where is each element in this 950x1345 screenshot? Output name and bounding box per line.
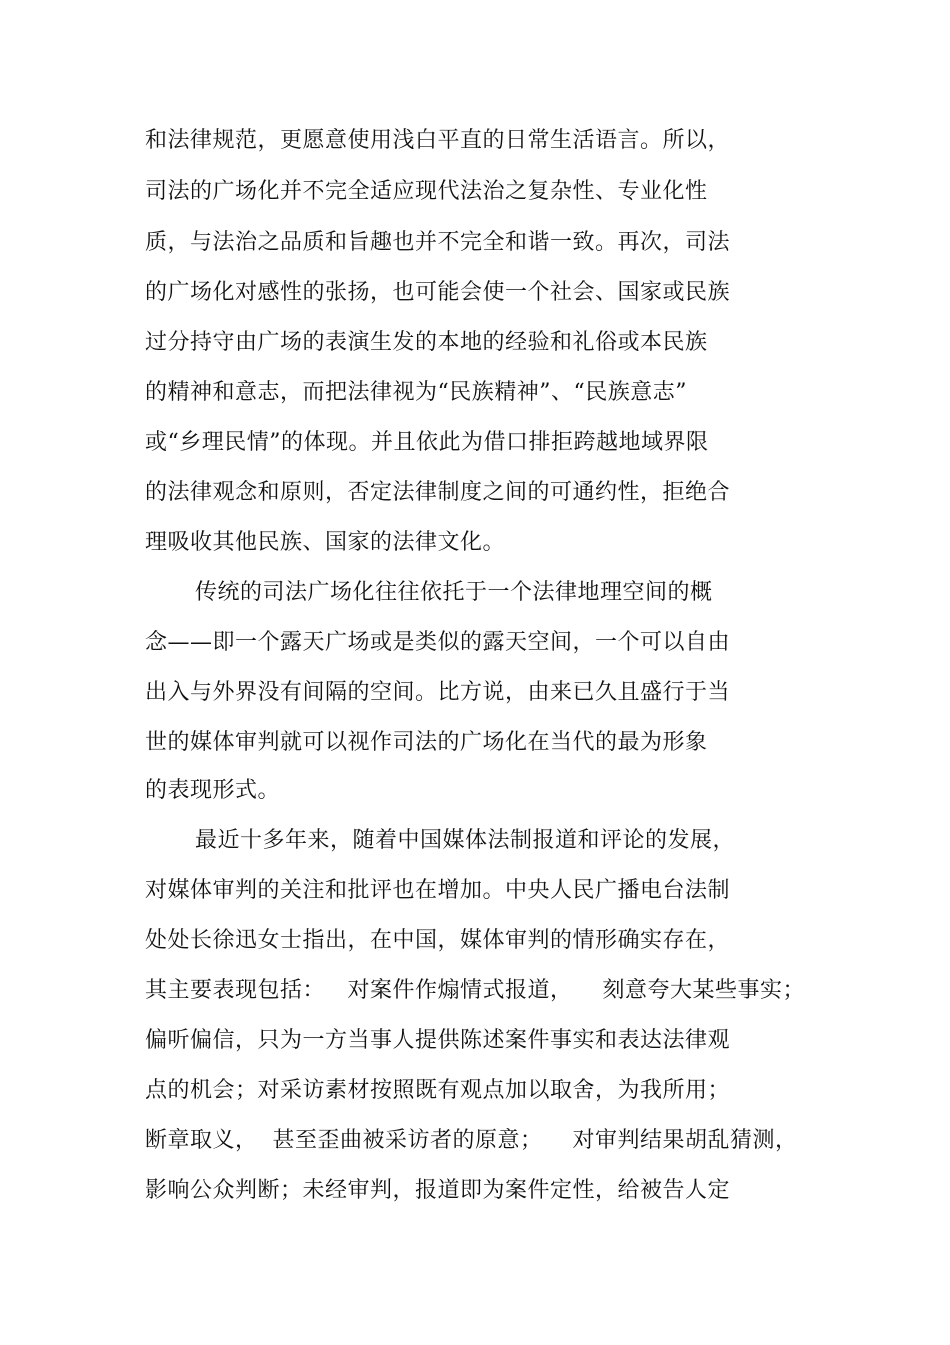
text-line: 的广场化对感性的张扬，也可能会使一个社会、国家或民族 [145, 280, 731, 305]
text-line: 点的机会；对采访素材按照既有观点加以取舍，为我所用； [145, 1078, 731, 1103]
text-line: 出入与外界没有间隔的空间。比方说，由来已久且盛行于当 [145, 680, 731, 705]
text-line: 或“乡理民情”的体现。并且依此为借口排拒跨越地域界限 [145, 430, 709, 455]
text-line: 偏听偏信，只为一方当事人提供陈述案件事实和表达法律观 [145, 1028, 731, 1053]
text-line: 对媒体审判的关注和批评也在增加。中央人民广播电台法制 [145, 878, 731, 903]
text-line: 其主要表现包括： 对案件作煽情式报道， 刻意夸大某些事实； [145, 978, 805, 1003]
text-line: 的精神和意志，而把法律视为“民族精神”、“民族意志” [145, 380, 687, 405]
text-line: 和法律规范，更愿意使用浅白平直的日常生活语言。所以， [145, 128, 731, 153]
text-line: 司法的广场化并不完全适应现代法治之复杂性、专业化性 [145, 179, 708, 204]
text-line: 影响公众判断；未经审判，报道即为案件定性，给被告人定 [145, 1178, 731, 1203]
text-line: 念——即一个露天广场或是类似的露天空间，一个可以自由 [145, 630, 731, 655]
text-line: 质，与法治之品质和旨趣也并不完全和谐一致。再次，司法 [145, 230, 731, 255]
text-line: 处处长徐迅女士指出，在中国，媒体审判的情形确实存在， [145, 928, 731, 953]
text-line: 的表现形式。 [145, 778, 281, 803]
text-line: 断章取义， 甚至歪曲被采访者的原意； 对审判结果胡乱猜测， [145, 1128, 798, 1153]
paragraph-start-line: 最近十多年来，随着中国媒体法制报道和评论的发展， [195, 828, 736, 853]
text-line: 过分持守由广场的表演生发的本地的经验和礼俗或本民族 [145, 330, 708, 355]
text-line: 的法律观念和原则，否定法律制度之间的可通约性，拒绝合 [145, 480, 731, 505]
text-line: 理吸收其他民族、国家的法律文化。 [145, 530, 506, 555]
text-line: 世的媒体审判就可以视作司法的广场化在当代的最为形象 [145, 730, 708, 755]
paragraph-start-line: 传统的司法广场化往往依托于一个法律地理空间的概 [195, 580, 713, 605]
